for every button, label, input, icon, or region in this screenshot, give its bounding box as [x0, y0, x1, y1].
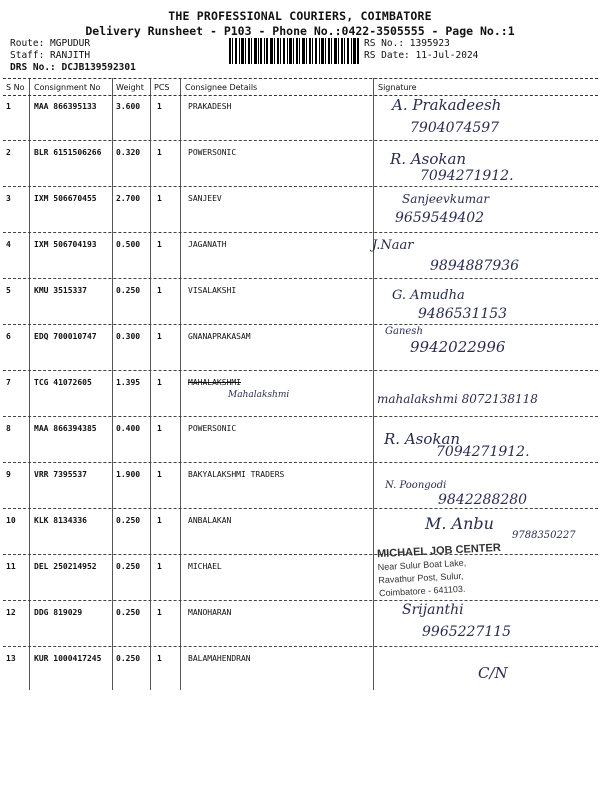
weight: 2.700	[116, 194, 141, 203]
col-weight: Weight	[116, 83, 144, 92]
signature-row-2: R. Asokan	[390, 150, 467, 168]
consignee: POWERSONIC	[188, 424, 237, 433]
weight: 0.250	[116, 654, 141, 663]
consignee: BAKYALAKSHMI TRADERS	[188, 470, 285, 479]
pcs: 1	[157, 240, 162, 249]
consignment-no: IXM 506670455	[34, 194, 97, 203]
pcs: 1	[157, 102, 162, 111]
col-consignee: Consignee Details	[185, 83, 258, 92]
consignee: BALAMAHENDRAN	[188, 654, 251, 663]
table-row	[3, 324, 598, 371]
sno: 8	[6, 424, 11, 433]
sno: 7	[6, 378, 11, 387]
consignment-no: VRR 7395537	[34, 470, 87, 479]
pcs: 1	[157, 332, 162, 341]
header-left	[10, 38, 136, 74]
consignee: POWERSONIC	[188, 148, 237, 157]
runsheet-title: THE PROFESSIONAL COURIERS, COIMBATORE	[168, 9, 432, 23]
pcs: 1	[157, 424, 162, 433]
phone-row-12: 9965227115	[422, 624, 512, 640]
pcs: 1	[157, 286, 162, 295]
consignment-no: DEL 250214952	[34, 562, 97, 571]
weight: 3.600	[116, 102, 141, 111]
col-consignment: Consignment No	[34, 83, 101, 92]
pcs: 1	[157, 562, 162, 571]
sno: 1	[6, 102, 11, 111]
sno: 10	[6, 516, 16, 525]
col-sno: S No	[6, 83, 25, 92]
phone-row-4: 9894887936	[430, 258, 520, 274]
sno: 12	[6, 608, 16, 617]
table-row	[3, 278, 598, 325]
consignment-no: EDQ 700010747	[34, 332, 97, 341]
phone-row-10: 9788350227	[512, 530, 576, 541]
signature-row-3: Sanjeevkumar	[402, 192, 490, 206]
drs-number: DRS No.: DCJB139592301	[10, 62, 136, 73]
pcs: 1	[157, 516, 162, 525]
signature-row-10: M. Anbu	[425, 514, 494, 533]
signature-row-6: Ganesh	[385, 326, 423, 337]
stamp-line: Ravathur Post, Sulur,	[378, 570, 464, 586]
rs-date: RS Date: 11-Jul-2024	[364, 50, 479, 61]
consignee: PRAKADESH	[188, 102, 232, 111]
pcs: 1	[157, 654, 162, 663]
table-row	[3, 186, 598, 233]
pcs: 1	[157, 148, 162, 157]
phone-row-2: 7094271912.	[420, 168, 514, 184]
consignment-no: KLK 8134336	[34, 516, 87, 525]
table-row	[3, 508, 598, 555]
consignee: ANBALAKAN	[188, 516, 232, 525]
sno: 9	[6, 470, 11, 479]
consignee: MAHALAKSHMI	[188, 378, 241, 387]
consignee: VISALAKSHI	[188, 286, 237, 295]
table-row	[3, 554, 598, 601]
stamp-line: Near Sulur Boat Lake,	[377, 557, 467, 573]
header-right	[364, 38, 478, 62]
col-pcs: PCS	[154, 83, 170, 92]
stamp-line: MICHAEL JOB CENTER	[376, 541, 502, 561]
phone-row-6: 9942022996	[410, 338, 506, 356]
weight: 0.250	[116, 286, 141, 295]
sno: 3	[6, 194, 11, 203]
phone-row-1: 7904074597	[410, 120, 500, 136]
sno: 5	[6, 286, 11, 295]
note-row-13: C/N	[478, 664, 508, 682]
consignment-no: KMU 3515337	[34, 286, 87, 295]
weight: 0.250	[116, 562, 141, 571]
weight: 1.900	[116, 470, 141, 479]
col-signature: Signature	[378, 83, 417, 92]
weight: 0.250	[116, 516, 141, 525]
signature-row-7: mahalakshmi 8072138118	[377, 392, 538, 406]
staff-text: Staff: RANJITH	[10, 50, 91, 61]
weight: 0.300	[116, 332, 141, 341]
weight: 0.250	[116, 608, 141, 617]
phone-row-3: 9659549402	[395, 210, 485, 226]
consignment-no: BLR 6151506266	[34, 148, 102, 157]
rs-number: RS No.: 1395923	[364, 38, 450, 49]
pcs: 1	[157, 194, 162, 203]
sno: 11	[6, 562, 16, 571]
sno: 2	[6, 148, 11, 157]
consignment-no: MAA 866394385	[34, 424, 97, 433]
consignee: GNANAPRAKASAM	[188, 332, 251, 341]
table-row	[3, 94, 598, 141]
consignment-no: KUR 1000417245	[34, 654, 102, 663]
consignee: SANJEEV	[188, 194, 222, 203]
weight: 0.500	[116, 240, 141, 249]
barcode-image	[229, 38, 359, 64]
signature-row-8: R. Asokan	[384, 430, 461, 448]
phone-row-9: 9842288280	[438, 492, 528, 508]
signature-row-9: N. Poongodi	[385, 480, 447, 491]
consignment-no: IXM 506704193	[34, 240, 97, 249]
pcs: 1	[157, 470, 162, 479]
weight: 1.395	[116, 378, 141, 387]
sno: 4	[6, 240, 11, 249]
table-row	[3, 646, 598, 692]
consignment-no: TCG 41072605	[34, 378, 92, 387]
consignee: MICHAEL	[188, 562, 222, 571]
note-row-7: Mahalakshmi	[228, 390, 290, 400]
consignment-no: DDG 819029	[34, 608, 83, 617]
sno: 13	[6, 654, 16, 663]
signature-row-1: A. Prakadeesh	[392, 96, 502, 114]
consignee: MANOHARAN	[188, 608, 232, 617]
stamp-line: Coimbatore - 641103.	[378, 583, 466, 599]
phone-row-8: 7094271912.	[436, 444, 530, 460]
company-stamp	[377, 542, 503, 600]
phone-row-5: 9486531153	[418, 306, 508, 322]
runsheet-subtitle: Delivery Runsheet - P103 - Phone No.:0422-3505555 - Page No.:1	[85, 24, 515, 38]
weight: 0.400	[116, 424, 141, 433]
weight: 0.320	[116, 148, 141, 157]
sno: 6	[6, 332, 11, 341]
pcs: 1	[157, 608, 162, 617]
consignment-no: MAA 866395133	[34, 102, 97, 111]
signature-row-5: G. Amudha	[392, 288, 465, 303]
signature-row-4: J.Naar	[372, 238, 414, 253]
signature-row-12: Srijanthi	[402, 602, 464, 618]
pcs: 1	[157, 378, 162, 387]
route-text: Route: MGPUDUR	[10, 38, 91, 49]
consignee: JAGANATH	[188, 240, 227, 249]
